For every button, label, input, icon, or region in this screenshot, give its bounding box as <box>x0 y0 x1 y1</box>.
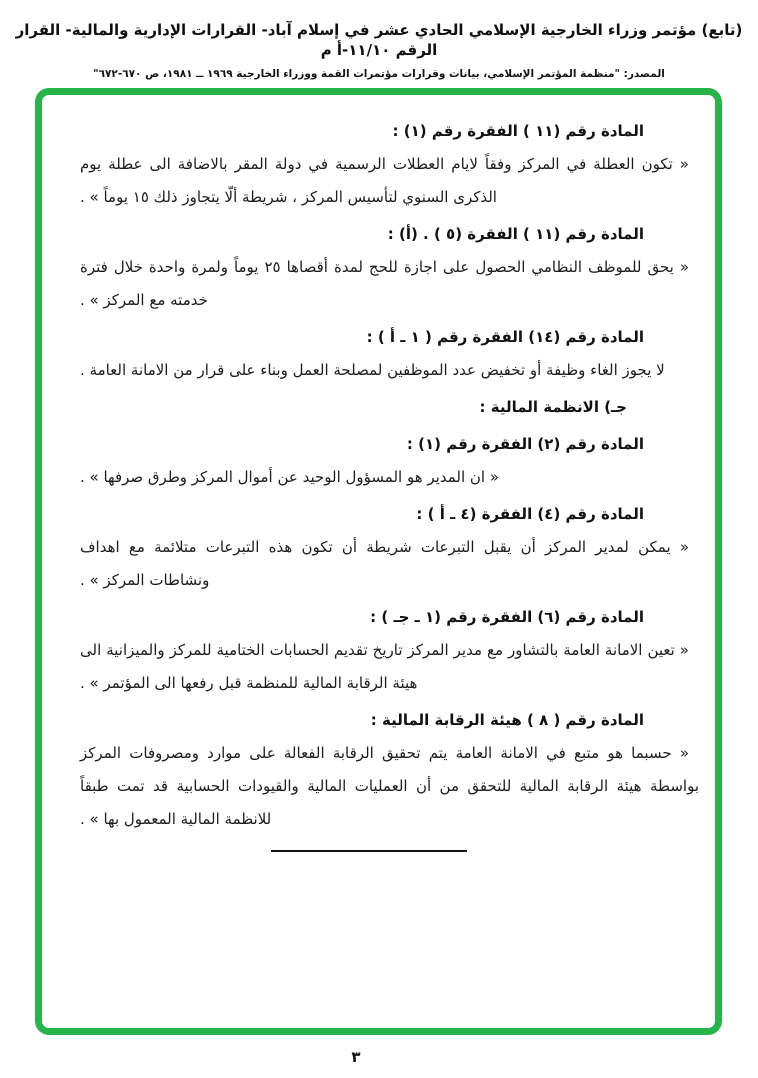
page-number: ٣ <box>351 1048 361 1066</box>
body-paragraph: « يمكن لمدير المركز أن يقبل التبرعات شريطة أن تكون هذه التبرعات متلائمة مع اهداف ونشاطات المركز » . <box>80 538 689 589</box>
article-heading: المادة رقم (٤) الفقرة (٤ ـ أ ) : <box>416 505 644 523</box>
section-heading: جـ) الانظمة المالية : <box>479 398 627 416</box>
body-paragraph: « يحق للموظف النظامي الحصول على اجازة للحج لمدة أقصاها ٢٥ يوماً ولمرة واحدة خلال فترة خدمته مع المركز » . <box>80 258 689 309</box>
body-paragraph: « تعين الامانة العامة بالتشاور مع مدير المركز تاريخ تقديم الحسابات الختامية للمركز والميزانية الى هيئة الرقابة المالية للمنظمة قبل رفعها الى المؤتمر » . <box>80 641 689 692</box>
document-title: (تابع) مؤتمر وزراء الخارجية الإسلامي الحادي عشر في إسلام آباد- القرارات الإدارية والمالية- القرار الرقم ١١/١٠-أ م <box>15 21 743 59</box>
article-heading: المادة رقم (٦) الفقرة رقم (١ ـ جـ ) : <box>370 608 644 626</box>
article-heading: المادة رقم (١١ ) الفقرة (٥ ) . (أ) : <box>387 225 644 243</box>
body-paragraph: لا يجوز الغاء وظيفة أو تخفيض عدد الموظفين لمصلحة العمل وبناء على قرار من الامانة العامة . <box>80 361 665 379</box>
page-header <box>0 0 758 81</box>
article-heading: المادة رقم ( ٨ ) هيئة الرقابة المالية : <box>370 711 644 729</box>
source-citation: المصدر: "منظمة المؤتمر الإسلامي، بيانات وقرارات مؤتمرات القمة ووزراء الخارجية ١٩٦٩ ــ ١٩٨١، ص ٦٧٠-٦٧٢" <box>93 68 665 80</box>
document-body <box>42 95 715 852</box>
body-paragraph: « ان المدير هو المسؤول الوحيد عن أموال المركز وطرق صرفها » . <box>80 468 500 486</box>
article-heading: المادة رقم (٢) الفقرة رقم (١) : <box>406 435 644 453</box>
section-end-divider <box>271 850 467 852</box>
article-heading: المادة رقم (١١ ) الفقرة رقم (١) : <box>392 122 644 140</box>
body-paragraph: « حسبما هو متبع في الامانة العامة يتم تحقيق الرقابة الفعالة على موارد ومصروفات المركز بواسطة هيئة الرقابة المالية للتحقق من أن العمليات المالية والقيودات الحسابية قد تمت طبقاً للانظمة المالية المعمول بها » . <box>80 744 699 828</box>
body-paragraph: « تكون العطلة في المركز وفقاً لايام العطلات الرسمية في دولة المقر بالاضافة الى عطلة يوم الذكرى السنوي لتأسيس المركز ، شريطة ألّا يتجاوز ذلك ١٥ يوماً » . <box>80 155 689 206</box>
green-border-frame <box>35 88 722 1035</box>
article-heading: المادة رقم (١٤) الفقرة رقم ( ١ ـ أ ) : <box>366 328 644 346</box>
